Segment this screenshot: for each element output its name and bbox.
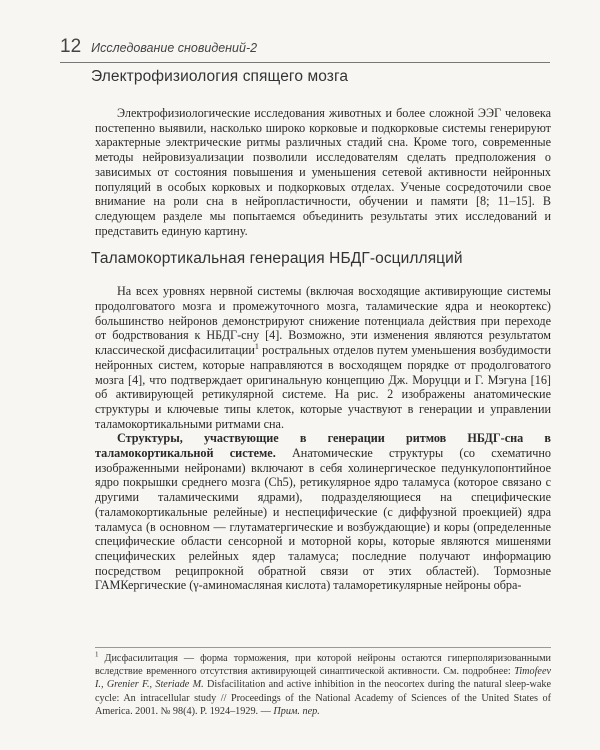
paragraph-text: На всех уровнях нервной системы (включая восходящие активирующие системы продолговатого мозга и промежуточного мозга, таламические ядра и неокортекс) большинство нейронов демонстрируют снижение потенциала действия при переходе от бодрствования к НБДГ-сну [4]. Возможно, эти изменения являются результатом классической дисфасилитации: [95, 284, 551, 358]
paragraph-electrophysiology: Электрофизиологические исследования животных и более сложной ЭЭГ человека постепенно выявили, насколько широко корковые и подкорковые системы генерируют характерные электрические ритмы различных стадий сна. Кроме того, современные методы нейровизуализации позволили исследователям сделать предположения о зависимых от состояния повышения и уменьшения сетевой активности нейронных популяций в особых корковых и подкорковых отделах. Ученые сосредоточили свое внимание на роли сна в нейропластичности, обучении и памяти [8; 11–15]. В следующем разделе мы попытаемся объединить результаты этих исследований и представить единую картину.: [95, 106, 551, 238]
paragraph-text: ростральных отделов путем уменьшения возбудимости нейронных систем, которые направляются в восходящем порядке от продолговатого мозга [4], что подтверждает оригинальную концепцию Дж. Моруцци и Г. Мэгуна [16] об активирующей ретикулярной системе. На рис. 2 изображены анатомические структуры и ключевые типы клеток, которые участвуют в генерации и управлении таламокортикальными ритмами сна.: [95, 343, 551, 431]
page-number: 12: [60, 36, 82, 57]
section-title-thalamocortical: Таламокортикальная генерация НБДГ-осцилляций: [91, 250, 463, 268]
running-title: Исследование сновидений-2: [91, 41, 258, 55]
paragraph-thalamocortical-1: [95, 284, 551, 431]
footnote-mark: 1: [95, 650, 99, 659]
page-body: [91, 68, 551, 593]
footnote-divider: [95, 647, 551, 648]
page-header: [60, 36, 550, 63]
footnote: [95, 652, 551, 718]
paragraph-lead-bold: Структуры, участвующие в генерации ритмов НБДГ-сна в таламокортикальной системе.: [95, 431, 551, 461]
section-title-electrophysiology: Электрофизиология спящего мозга: [91, 68, 349, 85]
footnote-reference[interactable]: 1: [254, 342, 259, 352]
paragraph-text: Анатомические структуры (со схематично изображенными нейронами) включают в себя холинергическое педункулопонтийное ядро покрышки среднего мозга (Ch5), ретикулярное ядро таламуса (которое связано с другими таламическими ядрами), подразделяющиеся на специфические (таламокортикальные релейные) и неспецифические (с диффузной проекцией) ядра таламуса (в основном — глутаматергические и возбуждающие) и коры (определенные специфические области сенсорной и моторной коры, которые являются мишенями специфических релейных ядер таламуса; последние получают информацию посредством реципрокной обратной связи от этих областей). Тормозные ГАМКергические (γ-аминомасляная кислота) таламоретикулярные нейроны обра-: [95, 446, 551, 593]
footnote-text: Disfacilitation and active inhibition in the neocortex during the natural sleep-wake cycle: An intracellular study // Proceedings of the National Academy of Sciences of the United States of America. 2001. № 98(4). P. 1924–1929. —: [95, 679, 552, 717]
footnote-authors: Timofeev I., Grenier F., Steriade M.: [95, 666, 551, 691]
translator-note: Прим. пер.: [273, 705, 320, 717]
footnote-text: Дисфасилитация — форма торможения, при которой нейроны остаются гиперполяризованными вследствие временного отсутствия активирующей синаптической активности. См. подробнее:: [95, 653, 551, 678]
paragraph-thalamocortical-2: [95, 431, 551, 593]
